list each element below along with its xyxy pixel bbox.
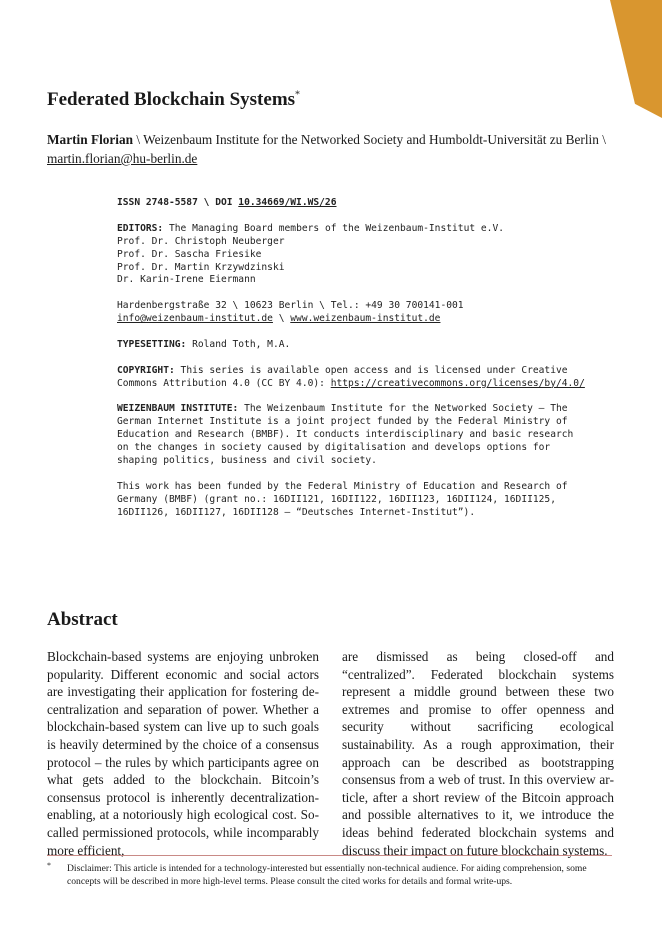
author-name: Martin Florian (47, 132, 134, 147)
contact-block (117, 300, 617, 326)
author-separator-2: \ (598, 132, 606, 147)
author-affiliation: Weizenbaum Institute for the Networked Society and Humboldt-Universität zu Berlin (143, 132, 599, 147)
copyright-block (117, 365, 617, 391)
title-text: Federated Blockchain Systems (47, 89, 296, 110)
abstract-text-right: are dismissed as being closed-off and “centralized”. Federated blockchain systems represent a middle ground between these two extremes and promise to offer openness and security without sacrificing ecological sustainability. As a rough approximation, their approach can be described as bootstrapping consensus from a web of trust. In this overview article, after a short review of the Bitcoin approach and possible alternatives to it, we introduce the ideas behind federated blockchain systems and discuss their impact on future blockchain systems. (342, 649, 614, 858)
license-link[interactable]: https://creativecommons.org/licenses/by/4.0/ (330, 377, 585, 389)
abstract-heading: Abstract (47, 609, 118, 630)
page-title (47, 89, 300, 111)
footnote-marker: * (47, 861, 51, 870)
institute-text: The Weizenbaum Institute for the Networked Society – The German Internet Institute is a joint project funded by the Federal Ministry of Education and Research (BMBF). It conducts interdisciplinary and basic research on the changes in society caused by digitalisation and develops options for shaping politics, business and civil society. (117, 403, 574, 467)
doi-link[interactable]: 10.34669/WI.WS/26 (238, 197, 337, 208)
copyright-label: COPYRIGHT: (117, 364, 175, 376)
footnote-text: Disclaimer: This article is intended for a technology-interested but essentially non-technical audience. For aiding comprehension, some concepts will be described in more high-level terms. Please consult the cited works for details and formal write-ups. (67, 863, 587, 887)
typesetting-text: Roland Toth, M.A. (186, 338, 291, 350)
abstract-text-left: Blockchain-based systems are enjoying unbroken popularity. Different economic and social actors are investigating their application for fostering decentralization and separation of power. Whether a blockchain-based system can live up to such goals is heavily determined by the choice of a consensus protocol – the rules by which participants agree on what gets added to the blockchain. Bitcoin’s consensus protocol is inherently decentralization-enabling, at a notoriously high ecological cost. So-called permissioned protocols, while incomparably more efficient, (47, 649, 319, 858)
corner-accent-tab (610, 0, 662, 118)
funding-block: This work has been funded by the Federal Ministry of Education and Research of Germany (BMBF) (grant no.: 16DII121, 16DII122, 16DII123, 16DII124, 16DII125, 16DII126, 16DII127, 16DII128 – “Deutsches Internet-Institut”). (117, 480, 568, 518)
institute-block (117, 403, 617, 468)
institute-website-link[interactable]: www.weizenbaum-institut.de (290, 313, 441, 325)
typesetting-label: TYPESETTING: (117, 338, 187, 350)
abstract-column-left (47, 648, 319, 859)
abstract-column-right (342, 648, 614, 859)
editors-text: The Managing Board members of the Weizenbaum-Institut e.V. Prof. Dr. Christoph Neuberger Prof. Dr. Sascha Friesike Prof. Dr. Martin Krzywdzinski Dr. Karin-Irene Eiermann (117, 222, 504, 286)
institute-label: WEIZENBAUM INSTITUTE: (117, 403, 239, 415)
author-email-link[interactable]: martin.florian@hu-berlin.de (47, 151, 198, 166)
author-line (47, 130, 622, 168)
author-separator: \ (133, 132, 144, 147)
footnote-divider (47, 855, 612, 856)
address-text: Hardenbergstraße 32 \ 10623 Berlin \ Tel.: +49 30 700141-001 (117, 300, 464, 312)
typesetting-block (117, 339, 617, 352)
editors-label: EDITORS: (117, 222, 164, 234)
institute-email-link[interactable]: info@weizenbaum-institut.de (117, 313, 273, 325)
editors-block (117, 223, 617, 288)
publication-info-block (117, 197, 617, 532)
contact-separator: \ (272, 313, 291, 325)
issn-doi-line (117, 197, 617, 210)
copyright-text: This series is available open access and is licensed under Creative Commons Attribution 4.0 (CC BY 4.0): (117, 364, 568, 389)
issn-text: ISSN 2748-5587 \ DOI (117, 197, 239, 208)
title-footnote-marker[interactable]: * (295, 89, 301, 101)
